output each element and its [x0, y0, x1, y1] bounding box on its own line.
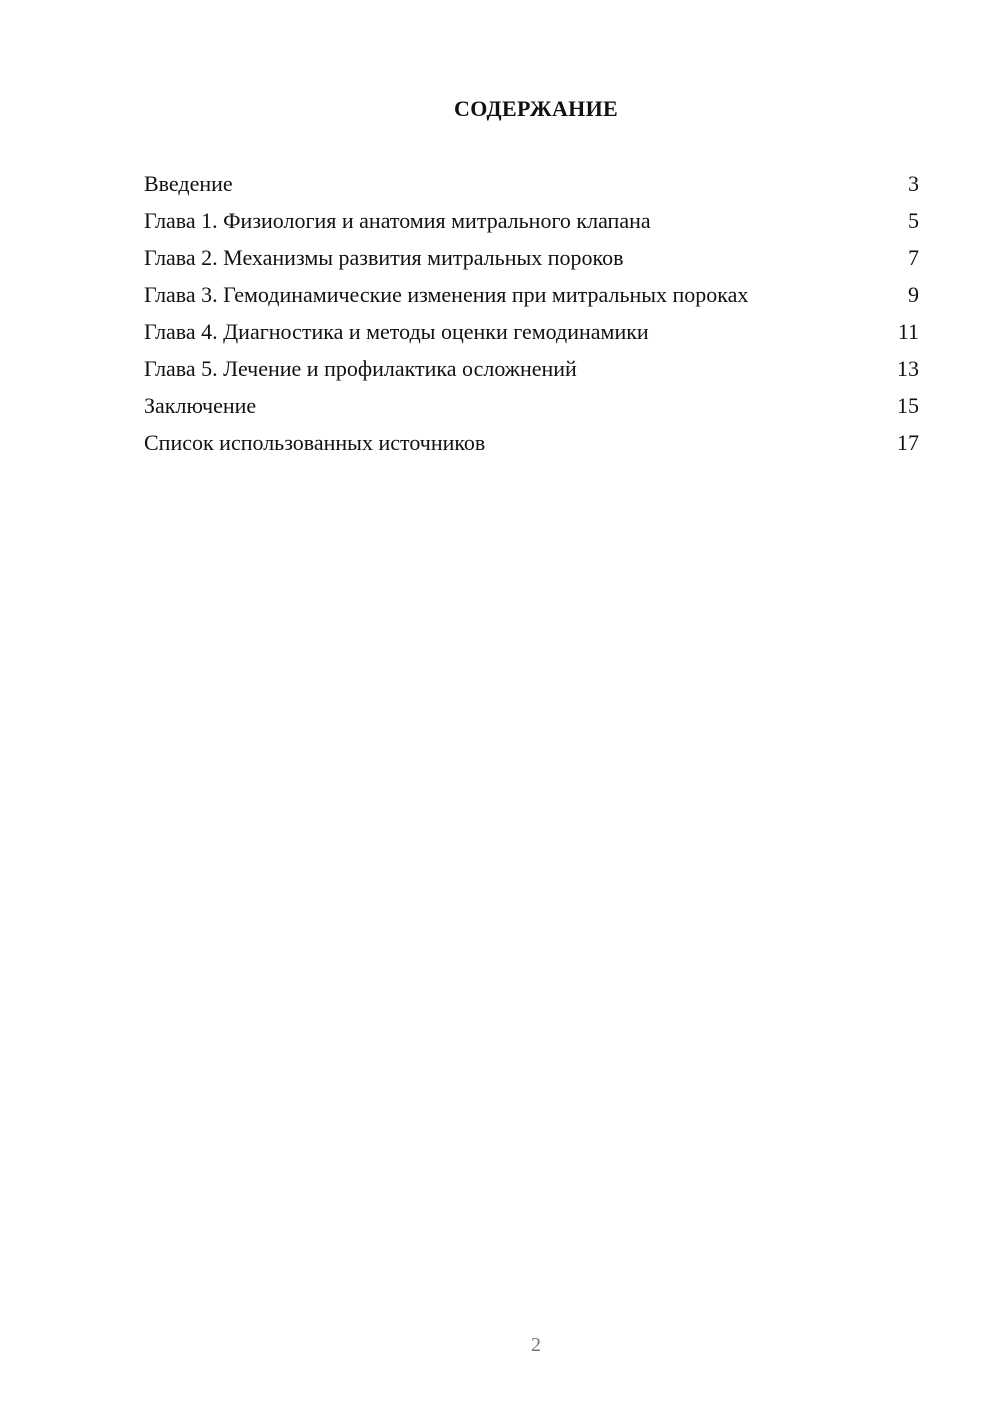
toc-entry-label: Глава 5. Лечение и профилактика осложнений — [144, 356, 577, 381]
toc-entry — [144, 355, 919, 382]
toc-entry-page: 3 — [908, 171, 919, 196]
toc-entry — [144, 318, 919, 345]
toc-entry-label: Введение — [144, 171, 233, 196]
toc-entry-page: 9 — [908, 282, 919, 307]
toc-entry-label: Глава 3. Гемодинамические изменения при митральных пороках — [144, 282, 749, 307]
toc-entry — [144, 392, 919, 419]
toc-entry-label: Глава 1. Физиология и анатомия митрального клапана — [144, 208, 651, 233]
toc-entry — [144, 429, 919, 456]
page-number: 2 — [531, 1334, 541, 1356]
toc-entry-page: 11 — [897, 319, 919, 344]
toc-entry-page: 7 — [908, 245, 919, 270]
table-of-contents — [144, 170, 919, 466]
toc-entry-page: 13 — [897, 356, 919, 381]
toc-entry-page: 15 — [897, 393, 919, 418]
toc-entry-label: Заключение — [144, 393, 257, 418]
page-title: СОДЕРЖАНИЕ — [454, 96, 618, 121]
toc-entry-page: 17 — [897, 430, 919, 455]
toc-entry-label: Глава 2. Механизмы развития митральных пороков — [144, 245, 624, 270]
toc-entry-label: Список использованных источников — [144, 430, 486, 455]
toc-entry-page: 5 — [908, 208, 919, 233]
toc-entry — [144, 207, 919, 234]
toc-entry — [144, 281, 919, 308]
toc-entry — [144, 244, 919, 271]
toc-entry — [144, 170, 919, 197]
toc-entry-label: Глава 4. Диагностика и методы оценки гемодинамики — [144, 319, 649, 344]
